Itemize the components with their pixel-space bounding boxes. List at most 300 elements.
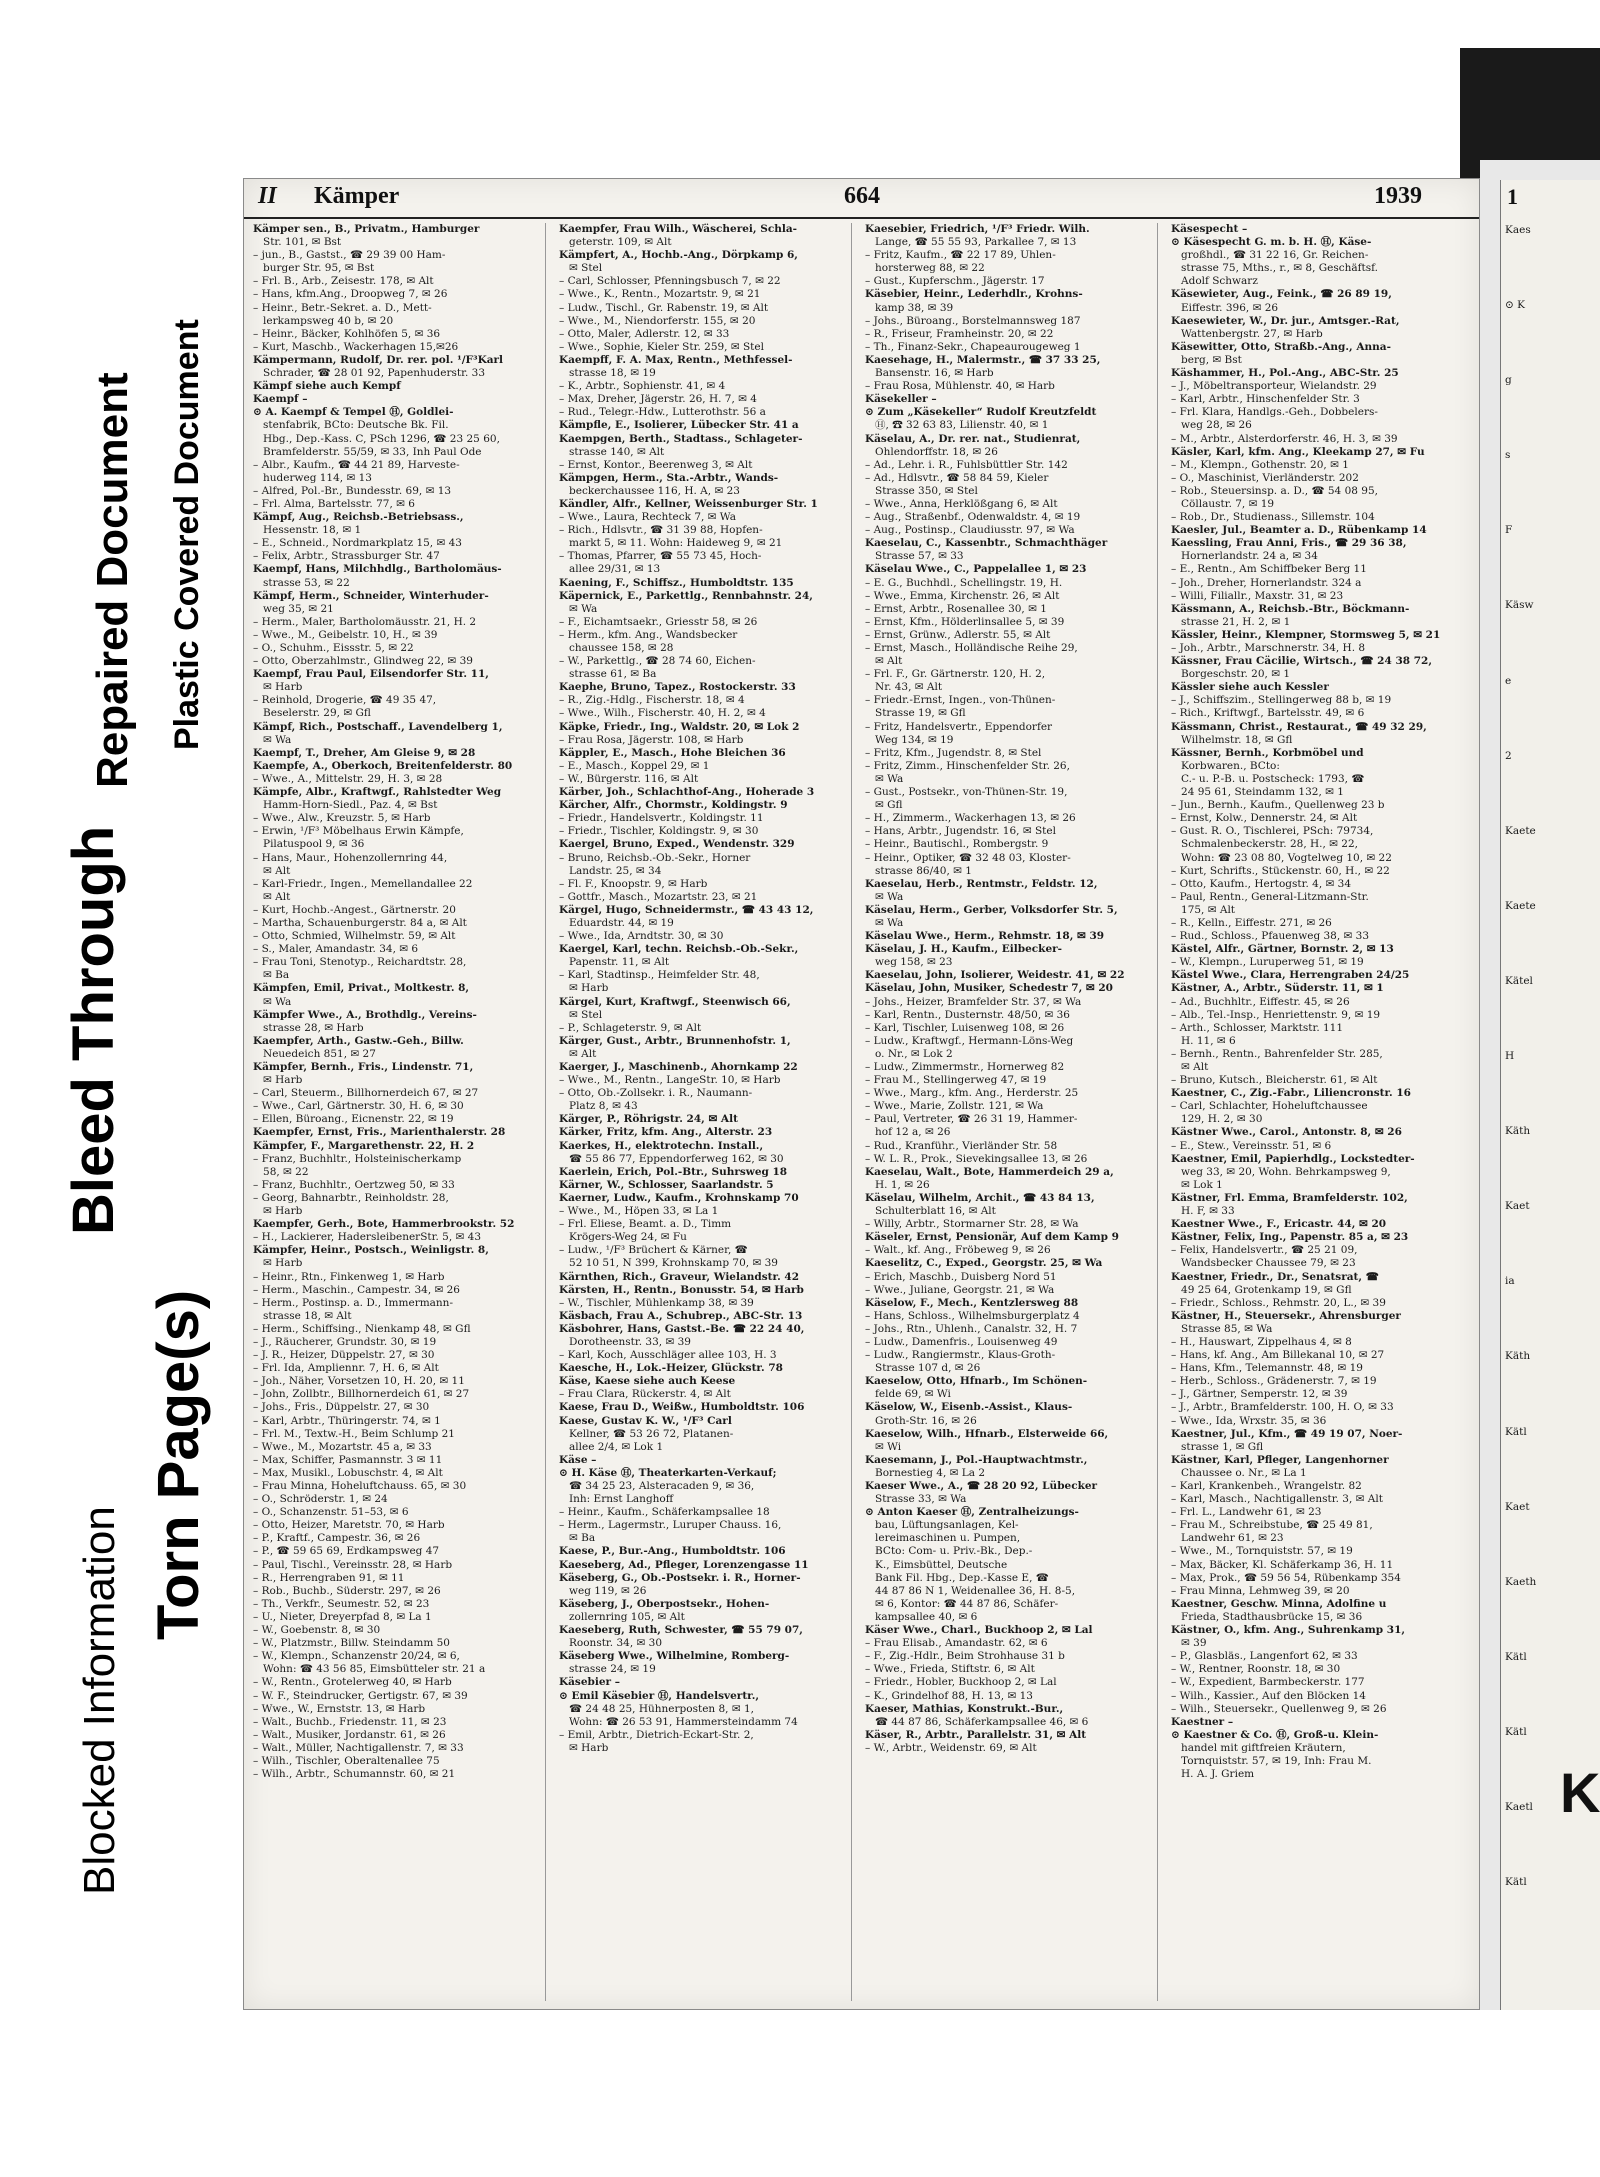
directory-entry-line: – Alfred, Pol.-Br., Bundesstr. 69, ✉ 13	[253, 484, 452, 497]
directory-entry-line: – Hans, Maur., Hohenzollernring 44,	[253, 851, 448, 864]
directory-entry-line: – Franz, Buchhltr., Oertzweg 50, ✉ 33	[253, 1178, 455, 1191]
directory-entry-line: – Rich., Kriftwgf., Bartelsstr. 49, ✉ 6	[1171, 707, 1365, 720]
directory-entry-line: Käseberg Wwe., Wilhelmine, Romberg-	[559, 1650, 790, 1663]
directory-entry-line: weg 35, ✉ 21	[253, 602, 334, 615]
directory-entry-line: – Heinr., Rtn., Finkenweg 1, ✉ Harb	[253, 1270, 445, 1283]
directory-entry-line: – Wwe., Frieda, Stiftstr. 6, ✉ Alt	[865, 1663, 1035, 1676]
directory-entry-line: – Fritz, Zimm., Hinschenfelder Str. 26,	[865, 759, 1070, 772]
directory-entry-line: – Max, Dreher, Jägerstr. 26, H. 7, ✉ 4	[559, 393, 757, 406]
directory-entry-line: kampsallee 40, ✉ 6	[865, 1610, 978, 1623]
directory-entry-line: Kämper sen., B., Privatm., Hamburger	[253, 223, 480, 235]
directory-entry-line: Kändler, Alfr., Kellner, Weissenburger Str. 1	[559, 497, 818, 510]
directory-entry-line: Kaergel, Bruno, Exped., Wendenstr. 329	[559, 838, 795, 851]
directory-entry-line: – Ludw., Rangiermstr., Klaus-Groth-	[865, 1349, 1056, 1362]
directory-entry-line: Kaempf, Hans, Milchhdlg., Bartholomäus-	[253, 563, 502, 576]
directory-entry-line: – Frl. B., Arb., Zeisestr. 178, ✉ Alt	[253, 275, 434, 288]
directory-entry-line: lerkampsweg 40 b, ✉ 20	[253, 314, 394, 327]
directory-entry-line: – Karl-Friedr., Ingen., Memellandallee 22	[253, 877, 473, 890]
directory-entry-line: Käser Wwe., Charl., Buckhoop 2, ✉ Lal	[865, 1624, 1093, 1637]
directory-entry-line: Kaestner, Jul., Kfm., ☎ 49 19 07, Noer-	[1171, 1427, 1403, 1440]
directory-entry-line: – Ludw., ¹/F³ Brüchert & Kärner, ☎	[559, 1244, 748, 1257]
directory-entry-line: – Frau Minna, Hoheluftchauss. 65, ✉ 30	[253, 1480, 467, 1492]
directory-entry-line: Kaesemann, J., Pol.-Hauptwachtmstr.,	[865, 1453, 1088, 1466]
directory-entry-line: – Walt., Müller, Nachtigallenstr. 7, ✉ 33	[253, 1741, 464, 1754]
directory-entry-line: Kaesewieter, W., Dr. jur., Amtsger.-Rat,	[1171, 314, 1400, 327]
directory-entry-line: – Ad., Buchhltr., Eiffestr. 45, ✉ 26	[1171, 995, 1350, 1008]
directory-entry-line: – Wwe., M., Rentn., LangeStr. 10, ✉ Harb	[559, 1074, 781, 1087]
directory-entry-line: Kaestner, Friedr., Dr., Senatsrat, ☎	[1171, 1270, 1379, 1283]
directory-entry-line: – Rud., Schloss., Pfauenweg 38, ✉ 33	[1171, 930, 1370, 943]
directory-entry-line: Ohlendorffstr. 18, ✉ 26	[865, 445, 998, 458]
directory-entry-line: – R., Friseur, Framheinstr. 20, ✉ 22	[865, 327, 1054, 340]
directory-entry-line: Bank Fil. Hbg., Dep.-Kasse E, ☎	[865, 1571, 1049, 1584]
directory-entry-line: H. A. J. Griem	[1171, 1768, 1255, 1781]
directory-entry-line: Adolf Schwarz	[1171, 275, 1258, 288]
directory-entry-line: – Wwe., W., Ernststr. 13, ✉ Harb	[253, 1702, 426, 1715]
directory-entry-line: Str. 101, ✉ Bst	[253, 236, 342, 249]
directory-entry-line: Käpke, Friedr., Ing., Waldstr. 20, ✉ Lok 2	[559, 720, 800, 733]
directory-entry-line: Kästner, Frl. Emma, Bramfelderstr. 102,	[1171, 1191, 1408, 1204]
adjacent-entry-line: Kaete	[1505, 899, 1536, 912]
directory-entry-line: strasse 61, ✉ Ba	[559, 668, 657, 681]
adjacent-entry-line: e	[1505, 674, 1512, 687]
directory-entry-line: – Frau Rosa, Jägerstr. 108, ✉ Harb	[559, 733, 744, 746]
directory-entry-line: – Herm., Schiffsing., Nienkamp 48, ✉ Gfl	[253, 1322, 471, 1335]
directory-entry-line: Käseberg, J., Oberpostsekr., Hohen-	[559, 1597, 770, 1610]
directory-column-2	[556, 223, 852, 2001]
directory-entry-line: – Friedr., Hobler, Buckhoop 2, ✉ Lal	[865, 1676, 1057, 1689]
directory-columns	[250, 223, 1472, 2001]
directory-entry-line: – Ludw., Damenfris., Louisenweg 49	[865, 1335, 1058, 1348]
directory-entry-line: Kaempfer, Gerh., Bote, Hammerbrookstr. 52	[253, 1218, 515, 1231]
directory-entry-line: – J., Möbeltransporteur, Wielandstr. 29	[1171, 380, 1377, 393]
directory-entry-line: – Fritz, Kaufm., ☎ 22 17 89, Uhlen-	[865, 249, 1056, 262]
directory-entry-line: strasse 1, ✉ Gfl	[1171, 1440, 1264, 1453]
directory-entry-line: Strasse 57, ✉ 33	[865, 550, 964, 563]
directory-entry-line: Kaeselau, John, Isolierer, Weidestr. 41, ✉ 22	[865, 969, 1125, 982]
directory-entry-line: Kärcher, Alfr., Chormstr., Koldingstr. 9	[559, 799, 788, 812]
directory-entry-line: ✉ Wa	[253, 995, 292, 1008]
directory-entry-line: – Herm., Maschin., Campestr. 34, ✉ 26	[253, 1283, 460, 1296]
directory-entry-line: – Wwe., Anna, Herklößgang 6, ✉ Alt	[865, 497, 1058, 510]
directory-entry-line: – Herm., Lagermstr., Luruper Chauss. 16,	[559, 1519, 782, 1532]
directory-entry-line: – Kurt, Maschb., Wackerhagen 15,✉26	[253, 340, 459, 353]
directory-entry-line: Platz 8, ✉ 43	[559, 1100, 638, 1113]
directory-entry-line: Käselau, Herm., Gerber, Volksdorfer Str. 5,	[865, 903, 1118, 916]
directory-entry-line: – Frl. Klara, Handlgs.-Geh., Dobbelers-	[1171, 406, 1378, 419]
directory-entry-line: – Johs., Fris., Düppelstr. 27, ✉ 30	[253, 1401, 430, 1414]
directory-entry-line: – Frau Toni, Stenotyp., Reichardtstr. 28,	[253, 956, 467, 969]
directory-entry-line: – Max, Prok., ☎ 59 56 54, Rübenkamp 354	[1171, 1571, 1401, 1584]
directory-entry-line: ✉ Ba	[559, 1532, 596, 1545]
directory-entry-line: – Felix, Handelsvertr., ☎ 25 21 09,	[1171, 1244, 1358, 1257]
directory-entry-line: – Rud., Kranführ., Vierländer Str. 58	[865, 1139, 1058, 1152]
directory-entry-line: – W. L. R., Prok., Sievekingsallee 13, ✉ 26	[865, 1152, 1088, 1165]
directory-entry-line: – Joh., Näher, Vorsetzen 10, H. 20, ✉ 11	[253, 1375, 465, 1388]
directory-entry-line: Kärsten, H., Rentn., Bonusstr. 54, ✉ Harb	[559, 1283, 804, 1296]
directory-entry-line: Kärgel, Hugo, Schneidermstr., ☎ 43 43 12,	[559, 903, 814, 916]
directory-entry-line: Kämpf, Aug., Reichsb.-Betriebsass.,	[253, 511, 464, 524]
directory-entry-line: Frieda, Stadthausbrücke 15, ✉ 36	[1171, 1610, 1363, 1623]
adjacent-entry-line: g	[1505, 374, 1512, 387]
directory-entry-line: Ⓗ, ☎ 32 63 83, Lilienstr. 40, ✉ 1	[865, 419, 1049, 432]
directory-entry-line: ✉ Harb	[253, 1074, 303, 1087]
directory-entry-line: – Frau Rosa, Mühlenstr. 40, ✉ Harb	[865, 380, 1055, 393]
directory-entry-line: – Wilh., Steuersekr., Quellenweg 9, ✉ 26	[1171, 1702, 1387, 1715]
directory-entry-line: – Emil, Arbtr., Dietrich-Eckart-Str. 2,	[559, 1728, 754, 1741]
directory-entry-line: – Wwe., Sophie, Kieler Str. 259, ✉ Stel	[559, 340, 764, 353]
directory-entry-line: ✉ Stel	[559, 262, 603, 275]
directory-entry-line: ✉ Harb	[253, 1257, 303, 1270]
directory-entry-line: – Ad., Lehr. i. R., Fuhlsbüttler Str. 142	[865, 458, 1068, 471]
directory-entry-line: Kämpfert, A., Hochb.-Ang., Dörpkamp 6,	[559, 249, 798, 262]
directory-entry-line: – Alb., Tel.-Insp., Henriettenstr. 9, ✉ 19	[1171, 1008, 1381, 1021]
directory-entry-line: Käsebier –	[559, 1676, 620, 1689]
directory-entry-line: – Reinhold, Drogerie, ☎ 49 35 47,	[253, 694, 437, 707]
directory-entry-line: – Karl, Masch., Nachtigallenstr. 3, ✉ Alt	[1171, 1493, 1383, 1506]
directory-entry-line: – Karl, Koch, Ausschläger allee 103, H. 3	[559, 1349, 777, 1362]
directory-entry-line: – Wilh., Arbtr., Schumannstr. 60, ✉ 21	[253, 1768, 456, 1781]
directory-entry-line: – Arth., Schlosser, Marktstr. 111	[1171, 1021, 1344, 1034]
directory-entry-line: ✉ Gfl	[865, 799, 903, 812]
directory-entry-line: – Paul, Tischl., Vereinsstr. 28, ✉ Harb	[253, 1558, 453, 1571]
directory-entry-line: – Johs., Heizer, Bramfelder Str. 37, ✉ Wa	[865, 995, 1082, 1008]
directory-entry-line: – Albr., Kaufm., ☎ 44 21 89, Harveste-	[253, 458, 460, 471]
directory-entry-line: – Frl. F., Gr. Gärtnerstr. 120, H. 2,	[865, 668, 1046, 681]
directory-entry-line: – Carl, Schlosser, Pfenningsbusch 7, ✉ 22	[559, 275, 781, 288]
directory-entry-line: – Bruno, Kutsch., Bleicherstr. 61, ✉ Alt	[1171, 1074, 1378, 1087]
directory-entry-line: – E., Rentn., Am Schiffbeker Berg 11	[1171, 563, 1367, 576]
directory-entry-line: Kaempfer, Arth., Gastw.-Geh., Billw.	[253, 1034, 464, 1047]
directory-entry-line: Wattenbergstr. 27, ✉ Harb	[1171, 327, 1323, 340]
directory-entry-line: – Wwe., M., Tornquiststr. 57, ✉ 19	[1171, 1545, 1353, 1558]
directory-entry-line: Kaeselau, C., Kassenbtr., Schmachthäger	[865, 537, 1108, 550]
directory-entry-line: felde 69, ✉ Wi	[865, 1388, 951, 1401]
directory-entry-line: – E., Masch., Koppel 29, ✉ 1	[559, 759, 710, 772]
directory-entry-line: – Paul, Vertreter, ☎ 26 31 19, Hammer-	[865, 1113, 1078, 1126]
adjacent-entry-line: Käth	[1505, 1125, 1531, 1138]
adjacent-entry-line: Kaet	[1505, 1500, 1530, 1513]
directory-entry-line: – Thomas, Pfarrer, ☎ 55 73 45, Hoch-	[559, 550, 762, 563]
directory-entry-line: kamp 38, ✉ 39	[865, 301, 954, 314]
directory-entry-line: – Heinr., Kaufm., Schäferkampsallee 18	[559, 1506, 770, 1519]
directory-entry-line: – Frl. Alma, Bartelsstr. 77, ✉ 6	[253, 497, 415, 510]
directory-entry-line: ✉ 6, Kontor: ☎ 44 87 86, Schäfer-	[865, 1597, 1059, 1610]
directory-entry-line: – Walt., Musiker, Jordanstr. 61, ✉ 26	[253, 1728, 446, 1741]
label-torn-pages: Torn Page(s)	[146, 1289, 211, 1640]
directory-entry-line: – Willi, Filiallr., Maxstr. 31, ✉ 23	[1171, 589, 1344, 602]
directory-entry-line: ✉ Alt	[253, 890, 291, 903]
directory-entry-line: – Friedr., Schloss., Rehmstr. 20, L., ✉ 39	[1171, 1296, 1386, 1309]
directory-entry-line: – W., Tischler, Mühlenkamp 38, ✉ 39	[559, 1296, 754, 1309]
directory-entry-line: Kärger, Gust., Arbtr., Brunnenhofstr. 1,	[559, 1034, 791, 1047]
directory-entry-line: ☎ 55 86 77, Eppendorferweg 162, ✉ 30	[559, 1152, 784, 1165]
directory-entry-line: Groth-Str. 16, ✉ 26	[865, 1414, 977, 1427]
directory-entry-line: stenfabrik, BCto: Deutsche Bk. Fil.	[253, 419, 449, 432]
directory-entry-line: weg 33, ✉ 20, Wohn. Behrkampsweg 9,	[1171, 1165, 1391, 1178]
directory-entry-line: – Karl, Arbtr., Hinschenfelder Str. 3	[1171, 393, 1360, 406]
directory-entry-line: – J., Räucherer, Grundstr. 30, ✉ 19	[253, 1335, 437, 1348]
directory-entry-line: H. F, ✉ 33	[1171, 1205, 1235, 1218]
directory-entry-line: – Wwe., Emma, Kirchenstr. 26, ✉ Alt	[865, 589, 1060, 602]
directory-entry-line: – O., Maschinist, Vierländerstr. 202	[1171, 471, 1359, 484]
directory-entry-line: Kästner, O., kfm. Ang., Suhrenkamp 31,	[1171, 1624, 1406, 1637]
directory-entry-line: – H., Zimmerm., Wackerhagen 13, ✉ 26	[865, 812, 1076, 825]
directory-entry-line: Bornestieg 4, ✉ La 2	[865, 1466, 986, 1479]
directory-entry-line: Kämpfer, Heinr., Postsch., Weinligstr. 8,	[253, 1244, 489, 1257]
directory-entry-line: ⊙ Kaestner & Co. Ⓗ, Groß-u. Klein-	[1171, 1728, 1379, 1741]
directory-entry-line: – W., Bürgerstr. 116, ✉ Alt	[559, 772, 699, 785]
directory-entry-line: – Wwe., M., Mozartstr. 45 a, ✉ 33	[253, 1440, 432, 1453]
directory-entry-line: Käsekeller –	[865, 393, 937, 406]
directory-entry-line: Kässner, Frau Cäcilie, Wirtsch., ☎ 24 38 72,	[1171, 655, 1432, 668]
directory-entry-line: – Ad., Hdlsvtr., ☎ 58 84 59, Kieler	[865, 471, 1049, 484]
directory-entry-line: H. 11, ✉ 6	[1171, 1034, 1236, 1047]
directory-entry-line: Kästner, H., Steuersekr., Ahrensburger	[1171, 1309, 1401, 1322]
directory-entry-line: – Wwe., M., Höpen 33, ✉ La 1	[559, 1205, 719, 1218]
directory-entry-line: Kaese, Gustav K. W., ¹/F³ Carl	[559, 1414, 732, 1427]
directory-column-1	[250, 223, 546, 2001]
directory-entry-line: Wilhelmstr. 18, ✉ Gfl	[1171, 733, 1293, 746]
adjacent-entry-line: Käsw	[1505, 599, 1534, 612]
directory-entry-line: ✉ Wa	[865, 772, 904, 785]
directory-entry-line: Krögers-Weg 24, ✉ Fu	[559, 1231, 687, 1244]
directory-entry-line: Kässner, Bernh., Korbmöbel und	[1171, 746, 1364, 759]
directory-entry-line: Käselau, Wilhelm, Archit., ☎ 43 84 13,	[865, 1191, 1095, 1204]
directory-entry-line: Käselow, W., Eisenb.-Assist., Klaus-	[865, 1401, 1073, 1414]
directory-entry-line: K., Eimsbüttel, Deutsche	[865, 1558, 1008, 1571]
section-number: II	[258, 183, 277, 209]
directory-entry-line: ☎ 44 87 86, Schäferkampsallee 46, ✉ 6	[865, 1715, 1089, 1728]
directory-entry-line: – Th., Verkfr., Seumestr. 52, ✉ 23	[253, 1597, 430, 1610]
directory-entry-line: Kaessling, Frau Anni, Fris., ☎ 29 36 38,	[1171, 537, 1407, 550]
directory-entry-line: strasse 21, H. 2, ✉ 1	[1171, 615, 1291, 628]
label-blocked-information: Blocked Information	[75, 1506, 124, 1895]
directory-entry-line: strasse 28, ✉ Harb	[253, 1021, 364, 1034]
adjacent-entry-line: Kätl	[1505, 1650, 1527, 1663]
directory-entry-line: – Kurt, Hochb.-Angest., Gärtnerstr. 20	[253, 903, 456, 916]
directory-entry-line: weg 158, ✉ 23	[865, 956, 953, 969]
directory-entry-line: – E. G., Buchhdl., Schellingstr. 19, H.	[865, 576, 1063, 589]
directory-entry-line: ☎ 34 25 23, Alsteracaden 9, ✉ 36,	[559, 1480, 755, 1492]
adjacent-page-lines	[1505, 224, 1600, 1951]
directory-entry-line: – H., Hauswart, Zippelhaus 4, ✉ 8	[1171, 1335, 1352, 1348]
label-repaired-document: Repaired Document	[88, 372, 137, 788]
directory-entry-line: Kaestner Wwe., F., Ericastr. 44, ✉ 20	[1171, 1218, 1387, 1231]
directory-entry-line: – Willy, Arbtr., Stormarner Str. 28, ✉ Wa	[865, 1218, 1079, 1231]
directory-entry-line: ✉ Harb	[559, 982, 609, 995]
directory-entry-line: lereimaschinen u. Pumpen,	[865, 1532, 1021, 1545]
page-header	[244, 179, 1479, 219]
directory-entry-line: Käselau, John, Musiker, Schedestr 7, ✉ 20	[865, 982, 1113, 995]
directory-entry-line: Kässler, Heinr., Klempner, Stormsweg 5, ✉ 21	[1171, 628, 1441, 641]
directory-entry-line: geterstr. 109, ✉ Alt	[559, 236, 672, 249]
directory-entry-line: – Hans, Kfm., Telemannstr. 48, ✉ 19	[1171, 1362, 1363, 1375]
directory-entry-line: – Walt., Buchb., Friedenstr. 11, ✉ 23	[253, 1715, 447, 1728]
directory-entry-line: Kästel Wwe., Clara, Herrengraben 24/25	[1171, 969, 1410, 982]
directory-entry-line: Kaening, F., Schiffsz., Humboldtstr. 135	[559, 576, 794, 589]
directory-entry-line: Hornerlandstr. 24 a, ✉ 34	[1171, 550, 1318, 563]
page-number: 664	[844, 183, 880, 209]
directory-entry-line: – Otto, Heizer, Maretstr. 70, ✉ Harb	[253, 1519, 445, 1532]
directory-entry-line: Neuedeich 851, ✉ 27	[253, 1047, 376, 1060]
directory-entry-line: Strasse 19, ✉ Gfl	[865, 707, 966, 720]
directory-entry-line: Kaeselow, Wilh., Hfnarb., Elsterweide 66,	[865, 1427, 1109, 1440]
directory-entry-line: H. 1, ✉ 26	[865, 1178, 930, 1191]
directory-entry-line: – Wwe., Carl, Gärtnerstr. 30, H. 6, ✉ 30	[253, 1100, 464, 1113]
directory-entry-line: ✉ 39	[1171, 1637, 1207, 1650]
directory-entry-line: Wohn: ☎ 26 53 91, Hammersteindamm 74	[559, 1715, 798, 1728]
directory-entry-line: Kaesche, H., Lok.-Heizer, Glückstr. 78	[559, 1362, 783, 1375]
directory-entry-line: – W., Klempn., Schanzenstr 20/24, ✉ 6,	[253, 1650, 460, 1663]
directory-entry-line: – U., Nieter, Dreyerpfad 8, ✉ La 1	[253, 1610, 432, 1623]
directory-column-3	[862, 223, 1158, 2001]
directory-entry-line: ✉ Stel	[559, 1008, 603, 1021]
directory-entry-line: – Rud., Telegr.-Hdw., Lutterothstr. 56 a	[559, 406, 766, 419]
directory-entry-line: Roonstr. 34, ✉ 30	[559, 1637, 663, 1650]
directory-entry-line: weg 28, ✉ 26	[1171, 419, 1252, 432]
directory-entry-line: – Johs., Büroang., Borstelmannsweg 187	[865, 314, 1081, 327]
directory-entry-line: – Karl, Tischler, Luisenweg 108, ✉ 26	[865, 1021, 1065, 1034]
directory-entry-line: Kaeser Wwe., A., ☎ 28 20 92, Lübecker	[865, 1480, 1098, 1492]
directory-entry-line: Pilatuspool 9, ✉ 36	[253, 838, 365, 851]
directory-entry-line: Chaussee o. Nr., ✉ La 1	[1171, 1466, 1307, 1479]
directory-entry-line: Lange, ☎ 55 55 93, Parkallee 7, ✉ 13	[865, 236, 1077, 249]
directory-entry-line: – Aug., Postinsp., Claudiusstr. 97, ✉ Wa	[865, 524, 1075, 537]
directory-entry-line: Strasse 350, ✉ Stel	[865, 484, 978, 497]
directory-entry-line: – jun., B., Gastst., ☎ 29 39 00 Ham-	[253, 249, 446, 262]
directory-entry-line: chaussee 158, ✉ 28	[559, 642, 674, 654]
directory-entry-line: – Frau M., Schreibstube, ☎ 25 49 81,	[1171, 1519, 1373, 1532]
directory-entry-line: Käsespecht –	[1171, 223, 1248, 235]
directory-entry-line: – E., Schneid., Nordmarkplatz 15, ✉ 43	[253, 537, 462, 550]
directory-entry-line: Kaephe, Bruno, Tapez., Rostockerstr. 33	[559, 681, 796, 694]
directory-entry-line: strasse 86/40, ✉ 1	[865, 864, 972, 877]
directory-entry-line: – Frl. Ida, Ampliennr. 7, H. 6, ✉ Alt	[253, 1362, 439, 1375]
directory-entry-line: strasse 18, ✉ 19	[559, 367, 656, 380]
directory-page	[243, 178, 1480, 2010]
directory-entry-line: – Felix, Arbtr., Strassburger Str. 47	[253, 550, 440, 563]
directory-entry-line: Käseberg, G., Ob.-Postsekr. i. R., Horner-	[559, 1571, 801, 1584]
directory-entry-line: Kaestner, Geschw. Minna, Adolfine u	[1171, 1597, 1387, 1610]
directory-entry-line: ✉ Harb	[253, 681, 303, 694]
directory-entry-line: – Karl, Rentn., Dusternstr. 48/50, ✉ 36	[865, 1008, 1070, 1021]
directory-entry-line: – Ludw., Zimmermstr., Hornerweg 82	[865, 1061, 1065, 1073]
directory-entry-line: – Erwin, ¹/F³ Möbelhaus Erwin Kämpfe,	[253, 825, 464, 838]
directory-entry-line: – Martha, Schauenburgerstr. 84 a, ✉ Alt	[253, 916, 467, 929]
directory-entry-line: ⊙ A. Kaempf & Tempel Ⓗ, Goldlei-	[253, 406, 454, 419]
adjacent-entry-line: Käth	[1505, 1350, 1531, 1363]
directory-entry-line: hof 12 a, ✉ 26	[865, 1126, 951, 1139]
directory-entry-line: Kaempf, T., Dreher, Am Gleise 9, ✉ 28	[253, 746, 476, 759]
adjacent-entry-line: Kätl	[1505, 1725, 1527, 1738]
adjacent-entry-line: Kaeth	[1505, 1575, 1537, 1588]
directory-entry-line: Kaesebier, Friedrich, ¹/F³ Friedr. Wilh.	[865, 223, 1090, 235]
directory-entry-line: Wohn: ☎ 23 08 80, Vogtelweg 10, ✉ 22	[1171, 851, 1392, 864]
directory-entry-line: – Bruno, Reichsb.-Ob.-Sekr., Horner	[559, 851, 751, 864]
directory-entry-line: – Fritz, Kfm., Jugendstr. 8, ✉ Stel	[865, 746, 1042, 759]
directory-entry-line: – Hans, Schloss., Wilhelmsburgerplatz 4	[865, 1309, 1080, 1322]
directory-entry-line: – Wwe., Ida, Arndtstr. 30, ✉ 30	[559, 930, 724, 943]
directory-entry-line: – P., Glasbläs., Langenfort 62, ✉ 33	[1171, 1650, 1358, 1663]
directory-entry-line: Käsbohrer, Hans, Gastst.-Be. ☎ 22 24 40,	[559, 1322, 805, 1335]
directory-entry-line: Kaempfer, Frau Wilh., Wäscherei, Schla-	[559, 223, 797, 235]
directory-entry-line: – Gust. R. O., Tischlerei, PSch: 79734,	[1171, 825, 1374, 838]
directory-entry-line: Kaestner –	[1171, 1715, 1234, 1728]
directory-entry-line: ✉ Wa	[253, 733, 292, 746]
directory-entry-line: Käsbach, Frau A., Schubrep., ABC-Str. 13	[559, 1309, 803, 1322]
adjacent-entry-line: ia	[1505, 1275, 1515, 1288]
directory-entry-line: Landstr. 25, ✉ 34	[559, 864, 662, 877]
directory-entry-line: – Wwe., Marg., kfm. Ang., Herderstr. 25	[865, 1087, 1079, 1100]
directory-entry-line: Papenstr. 11, ✉ Alt	[559, 956, 670, 969]
directory-entry-line: – Georg, Bahnarbtr., Reinholdstr. 28,	[253, 1191, 449, 1204]
adjacent-entry-line: Kaetl	[1505, 1800, 1533, 1813]
directory-entry-line: – W., Expedient, Barmbeckerstr. 177	[1171, 1676, 1365, 1689]
directory-entry-line: BCto: Com- u. Priv.-Bk., Dep.-	[865, 1545, 1033, 1558]
directory-entry-line: – Erich, Maschb., Duisberg Nord 51	[865, 1270, 1057, 1283]
directory-entry-line: – O., Schanzenstr. 51–53, ✉ 6	[253, 1506, 409, 1519]
directory-entry-line: Kästner, Karl, Pfleger, Langenhorner	[1171, 1453, 1389, 1466]
directory-entry-line: Kärger, P., Röhrigstr. 24, ✉ Alt	[559, 1113, 738, 1126]
directory-entry-line: Kämpermann, Rudolf, Dr. rer. pol. ¹/F³Karl	[253, 353, 504, 366]
directory-entry-line: Kaempff, F. A. Max, Rentn., Methfessel-	[559, 353, 793, 366]
directory-entry-line: 52 10 51, N 399, Krohnskamp 70, ✉ 39	[559, 1257, 778, 1270]
directory-entry-line: – W., Arbtr., Weidenstr. 69, ✉ Alt	[865, 1741, 1037, 1754]
directory-entry-line: – Wwe., K., Rentn., Mozartstr. 9, ✉ 21	[559, 288, 761, 301]
directory-entry-line: – W., Rentn., Grotelerweg 40, ✉ Harb	[253, 1676, 452, 1689]
directory-entry-line: Käsebier, Heinr., Lederhdlr., Krohns-	[865, 288, 1083, 301]
directory-entry-line: Kämpgen, Herm., Sta.-Arbtr., Wands-	[559, 471, 779, 484]
directory-entry-line: – Frau Elisab., Amandastr. 62, ✉ 6	[865, 1637, 1048, 1650]
directory-entry-line: – Bernh., Rentn., Bahrenfelder Str. 285,	[1171, 1047, 1383, 1060]
adjacent-page-section-letter: K	[1560, 1761, 1600, 1824]
directory-entry-line: – M., Klempn., Gothenstr. 20, ✉ 1	[1171, 458, 1349, 471]
directory-entry-line: Kaergel, Karl, techn. Reichsb.-Ob.-Sekr.,	[559, 943, 799, 956]
adjacent-entry-line: F	[1505, 524, 1513, 537]
directory-entry-line: ✉ Ba	[253, 969, 290, 982]
directory-entry-line: – Walt., kf. Ang., Fröbeweg 9, ✉ 26	[865, 1244, 1051, 1257]
directory-entry-line: – Otto, Kaufm., Hertogstr. 4, ✉ 34	[1171, 877, 1352, 890]
directory-entry-line: – Wwe., Juliane, Georgstr. 21, ✉ Wa	[865, 1283, 1055, 1296]
directory-entry-line: – Ernst, Kfm., Hölderlinsallee 5, ✉ 39	[865, 615, 1065, 628]
directory-entry-line: Hamm-Horn-Siedl., Paz. 4, ✉ Bst	[253, 799, 438, 812]
directory-entry-line: 58, ✉ 22	[253, 1165, 309, 1178]
directory-entry-line: ✉ Wi	[865, 1440, 902, 1453]
directory-entry-line: Käselow, F., Mech., Kentzlersweg 88	[865, 1296, 1079, 1309]
directory-entry-line: Kaempfe, A., Oberkoch, Breitenfelderstr. 80	[253, 759, 513, 772]
running-head: Kämper	[314, 183, 400, 209]
directory-entry-line: – Ellen, Büroang., Eicnenstr. 22, ✉ 19	[253, 1113, 454, 1126]
directory-entry-line: – Frl. L., Landwehr 61, ✉ 23	[1171, 1506, 1322, 1519]
directory-entry-line: – Jun., Bernh., Kaufm., Quellenweg 23 b	[1171, 799, 1385, 812]
year: 1939	[1374, 183, 1422, 209]
directory-entry-line: Kaempfer, Ernst, Fris., Marienthalerstr. 28	[253, 1126, 506, 1139]
directory-entry-line: – Joh., Arbtr., Marschnerstr. 34, H. 8	[1171, 642, 1366, 654]
directory-entry-line: – Max, Musikl., Lobuschstr. 4, ✉ Alt	[253, 1466, 443, 1479]
directory-entry-line: – W., Goebenstr. 8, ✉ 30	[253, 1624, 381, 1637]
directory-entry-line: Kärner, W., Schlosser, Saarlandstr. 5	[559, 1178, 774, 1191]
directory-entry-line: Bramfelderstr. 55/59, ✉ 33, Inh Paul Ode	[253, 445, 482, 458]
directory-entry-line: – Herm., Postinsp. a. D., Immermann-	[253, 1296, 453, 1309]
directory-entry-line: – Karl, Stadtinsp., Heimfelder Str. 48,	[559, 969, 760, 982]
directory-entry-line: – Rob., Steuersinsp. a. D., ☎ 54 08 95,	[1171, 484, 1378, 497]
directory-entry-line: berg, ✉ Bst	[1171, 353, 1242, 366]
directory-entry-line: Beselerstr. 29, ✉ Gfl	[253, 707, 371, 720]
directory-entry-line: Kaeser, Mathias, Konstrukt.-Bur.,	[865, 1702, 1064, 1715]
directory-entry-line: – Rob., Dr., Studienass., Sillemstr. 104	[1171, 511, 1375, 524]
directory-entry-line: 24 95 61, Steindamm 132, ✉ 1	[1171, 786, 1344, 799]
